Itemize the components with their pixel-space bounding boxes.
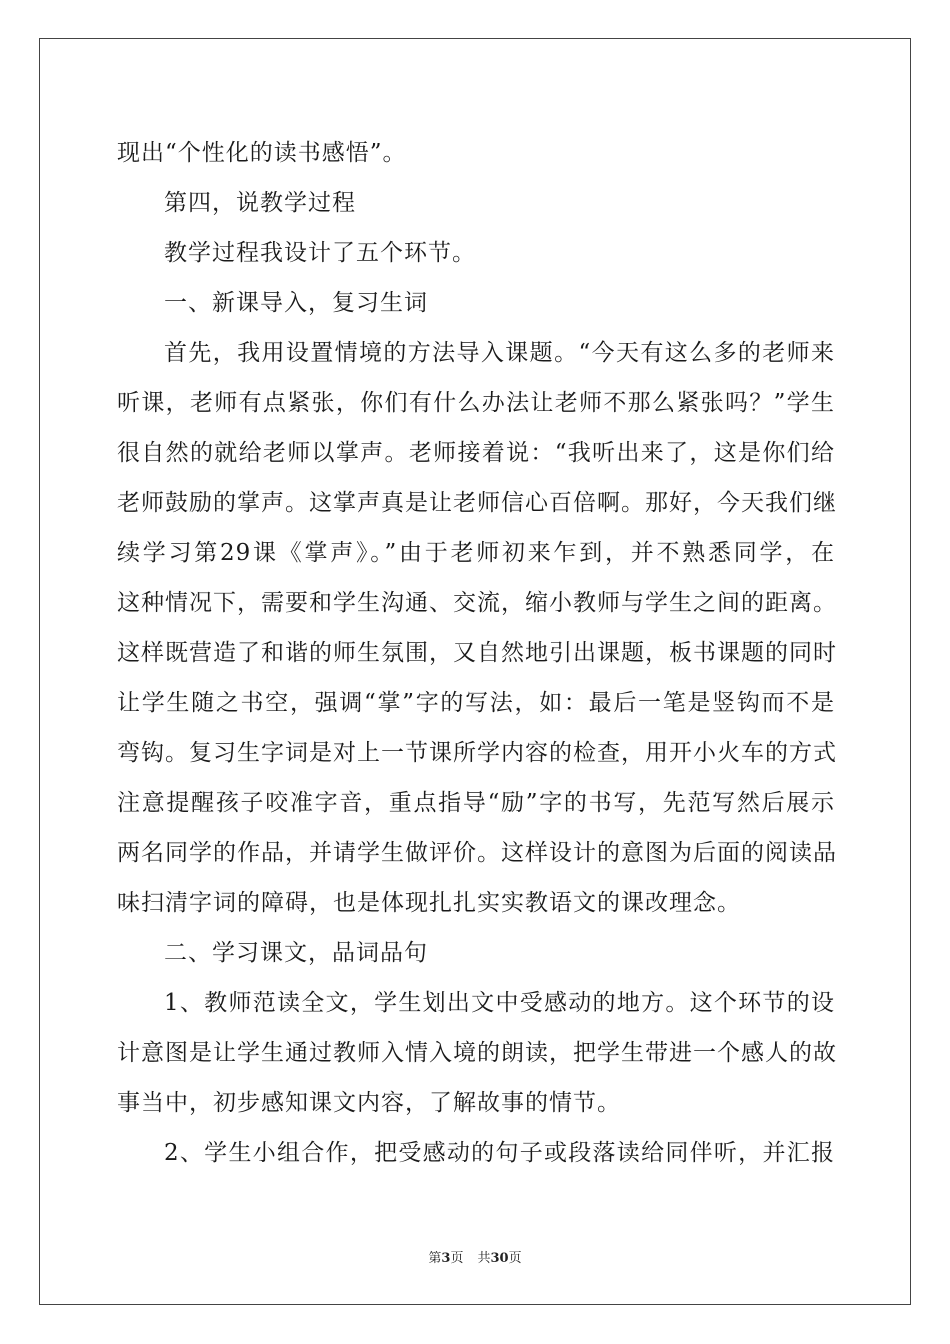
paragraph-line: 弯钩。复习生字词是对上一节课所学内容的检查，用开小火车的方式: [117, 740, 837, 766]
paragraph-line: 味扫清字词的障碍，也是体现扎扎实实教语文的课改理念。: [117, 890, 741, 916]
paragraph-line: 2、学生小组合作，把受感动的句子或段落读给同伴听，并汇报: [164, 1140, 835, 1166]
footer-total-unit: 页: [508, 1251, 522, 1266]
paragraph-line: 让学生随之书空，强调“掌”字的写法，如：最后一笔是竖钩而不是: [117, 690, 835, 716]
paragraph-line: 计意图是让学生通过教师入情入境的朗读，把学生带进一个感人的故: [117, 1040, 837, 1066]
paragraph-line: 听课，老师有点紧张，你们有什么办法让老师不那么紧张吗？”学生: [117, 390, 835, 416]
paragraph-line: 注意提醒孩子咬准字音，重点指导“励”字的书写，先范写然后展示: [117, 790, 835, 816]
paragraph-line: 教学过程我设计了五个环节。: [164, 240, 476, 266]
section-heading: 一、新课导入，复习生词: [164, 290, 428, 316]
current-page-number: 3: [441, 1251, 451, 1266]
footer-page-unit: 页: [450, 1251, 464, 1266]
paragraph-line: 两名同学的作品，并请学生做评价。这样设计的意图为后面的阅读品: [117, 840, 837, 866]
footer-total-prefix: 共: [477, 1251, 491, 1266]
total-page-count: 30: [490, 1251, 509, 1266]
footer-prefix: 第: [428, 1251, 442, 1266]
paragraph-line: 老师鼓励的掌声。这掌声真是让老师信心百倍啊。那好，今天我们继: [117, 490, 837, 516]
paragraph-line: 首先，我用设置情境的方法导入课题。“今天有这么多的老师来: [164, 340, 835, 366]
paragraph-line: 事当中，初步感知课文内容，了解故事的情节。: [117, 1090, 621, 1116]
document-body: [117, 128, 835, 1178]
section-heading: 二、学习课文，品词品句: [164, 940, 428, 966]
paragraph-line: 这种情况下，需要和学生沟通、交流，缩小教师与学生之间的距离。: [117, 590, 837, 616]
section-heading: 第四，说教学过程: [164, 190, 356, 216]
paragraph-line: 现出“个性化的读书感悟”。: [117, 140, 407, 166]
paragraph-line: 很自然的就给老师以掌声。老师接着说：“我听出来了，这是你们给: [117, 440, 835, 466]
page-footer: [0, 1247, 950, 1266]
paragraph-line: 续学习第29课《掌声》。”由于老师初来乍到，并不熟悉同学，在: [117, 540, 835, 566]
paragraph-line: 这样既营造了和谐的师生氛围，又自然地引出课题，板书课题的同时: [117, 640, 837, 666]
paragraph-line: 1、教师范读全文，学生划出文中受感动的地方。这个环节的设: [164, 990, 835, 1016]
